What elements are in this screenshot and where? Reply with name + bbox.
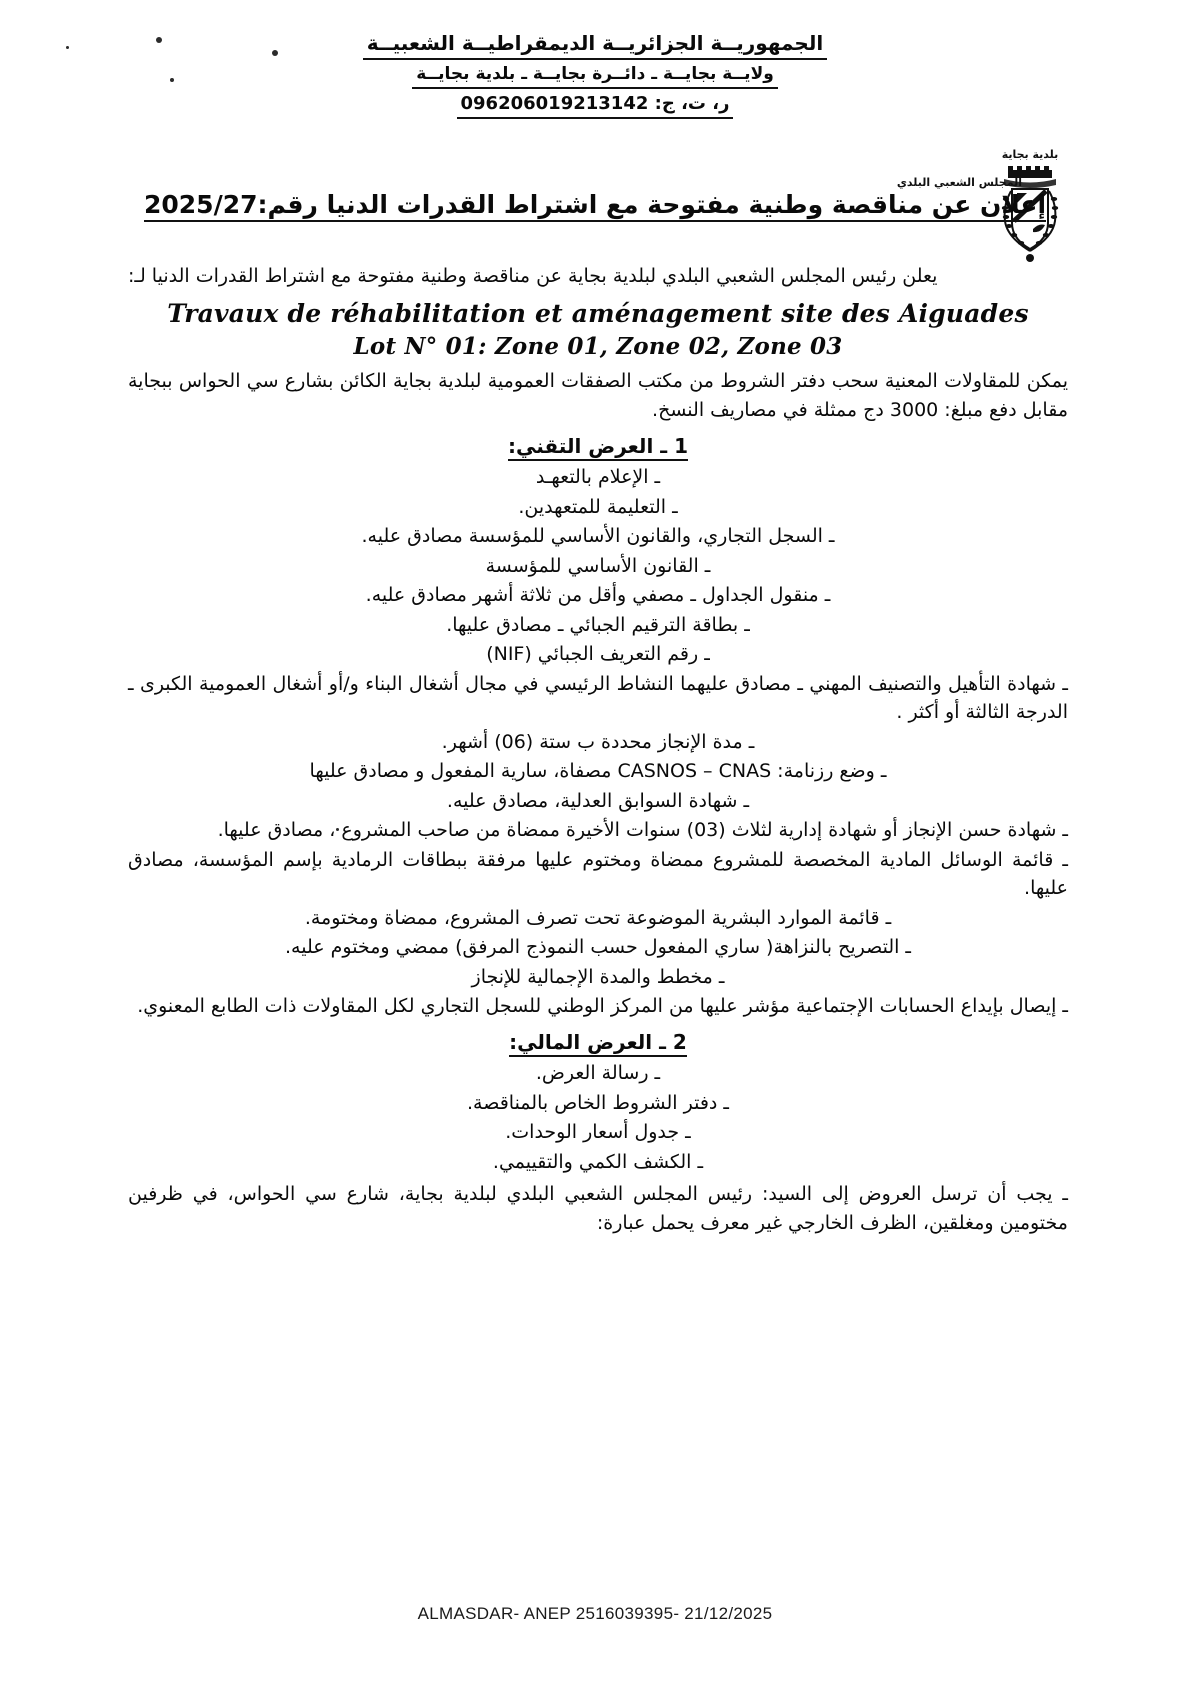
list-item: ـ السجل التجاري، والقانون الأساسي للمؤسسة مصادق عليه. — [361, 525, 835, 548]
section-heading-financial — [128, 1027, 1068, 1057]
list-item: ـ وضع رزنامة: CASNOS – CNAS مصفاة، سارية المفعول و مصادق عليها — [309, 760, 887, 783]
list-item: ـ القانون الأساسي للمؤسسة — [485, 554, 711, 577]
financial-offer-list — [128, 1059, 1068, 1176]
closing-paragraph: ـ يجب أن ترسل العروض إلى السيد: رئيس المجلس الشعبي البلدي لبلدية بجاية، شارع سي الحواس، في ظرفين مختومين ومغلقين، الظرف الخارجي غير معرف يحمل عبارة: — [128, 1183, 1068, 1234]
list-item: ـ بطاقة الترقيم الجبائي ـ مصادق عليها. — [446, 613, 750, 636]
list-item: ـ شهادة السوابق العدلية، مصادق عليه. — [446, 789, 750, 812]
intro-paragraph: يعلن رئيس المجلس الشعبي البلدي لبلدية بجاية عن مناقصة وطنية مفتوحة مع اشتراط القدرات الدنيا لـ: — [128, 265, 938, 287]
list-item: ـ شهادة حسن الإنجاز أو شهادة إدارية لثلاث (03) سنوات الأخيرة ممضاة من صاحب المشروع ، مصادق عليها. — [217, 819, 1068, 842]
list-item: ـ الإعلام بالتعهـد — [535, 466, 661, 489]
project-title-fr: Travaux de réhabilitation et aménagement site des Aiguades — [167, 298, 1029, 328]
list-item: ـ جدول أسعار الوحدات. — [505, 1121, 691, 1144]
emblem-caption: بلدية بجاية — [1001, 148, 1059, 161]
list-item: ـ منقول الجداول ـ مصفي وأقل من ثلاثة أشهر مصادق عليه. — [365, 584, 831, 607]
council-label: المجلس الشعبي البلدي — [896, 176, 1022, 189]
list-item: ـ الكشف الكمي والتقييمي. — [492, 1150, 704, 1173]
list-item: ـ التصريح بالنزاهة( ساري المفعول حسب النموذج المرفق) ممضي ومختوم عليه. — [284, 936, 911, 959]
section-heading-technical — [128, 431, 1068, 461]
withdrawal-paragraph: يمكن للمقاولات المعنية سحب دفتر الشروط من مكتب الصفقات العمومية لبلدية بجاية الكائن بشارع سي الحواس ببجاية مقابل دفع مبلغ: 3000 دج ممثلة في مصاريف النسخ. — [128, 370, 1068, 422]
header-line-republic: الجمهوريــة الجزائريــة الديمقراطيــة الشعبيــة — [363, 30, 827, 60]
project-lot-fr: Lot N° 01: Zone 01, Zone 02, Zone 03 — [353, 333, 843, 361]
header-line-register: ر، ت، ج: 096206019213142 — [457, 92, 734, 119]
list-item: ـ قائمة الوسائل المادية المخصصة للمشروع ممضاة ومختوم عليها مرفقة ببطاقات الرمادية بإسم المؤسسة، مصادق عليها. — [128, 848, 1068, 900]
list-item: ـ التعليمة للمتعهدين. — [518, 495, 678, 518]
document-body — [128, 262, 1068, 1256]
page-title-text: إعلان عن مناقصة وطنية مفتوحة مع اشتراط القدرات الدنيا رقم:2025/27 — [144, 190, 1046, 222]
list-item: ـ قائمة الموارد البشرية الموضوعة تحت تصرف المشروع، ممضاة ومختومة. — [304, 906, 892, 929]
list-item: ـ رقم التعريف الجبائي (NIF) — [486, 643, 710, 666]
list-item: ـ مخطط والمدة الإجمالية للإنجاز — [471, 965, 725, 988]
document-header — [0, 30, 1190, 122]
footer-reference: ALMASDAR- ANEP 2516039395- 21/12/2025 — [417, 1604, 773, 1623]
section-heading-technical-text: 1 ـ العرض التقني: — [508, 434, 688, 461]
list-item: ـ رسالة العرض. — [535, 1062, 661, 1085]
page-title — [0, 190, 1190, 219]
list-item: ـ إيصال بإيداع الحسابات الإجتماعية مؤشر عليها من المركز الوطني للسجل التجاري لكل المقاولات ذات الطابع المعنوي. — [137, 995, 1068, 1018]
list-item: ـ مدة الإنجاز محددة ب ستة (06) أشهر. — [441, 730, 755, 753]
section-heading-financial-text: 2 ـ العرض المالي: — [509, 1030, 687, 1057]
list-item: ـ شهادة التأهيل والتصنيف المهني ـ مصادق عليهما النشاط الرئيسي في مجال أشغال البناء و/أو أشغال العمومية الكبرى ـ الدرجة الثالثة أو أكثر . — [128, 672, 1068, 724]
technical-offer-list — [128, 463, 1068, 1021]
header-line-wilaya: ولايــة بجايــة ـ دائــرة بجايــة ـ بلدية بجايــة — [412, 63, 778, 89]
list-item: ـ دفتر الشروط الخاص بالمناقصة. — [467, 1091, 729, 1114]
